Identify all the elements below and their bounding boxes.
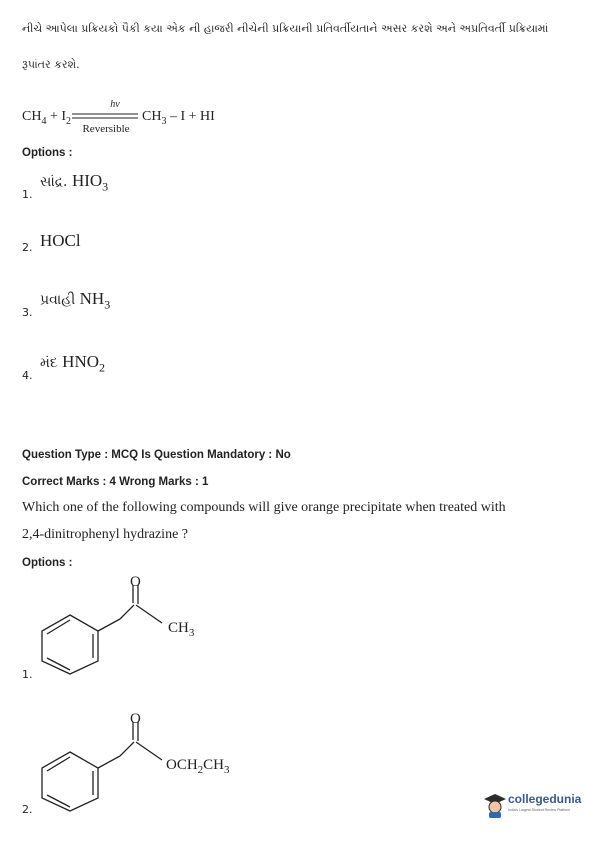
option-3-text[interactable]: પ્રવાહી $NH_3$: [40, 289, 111, 312]
options-label-q1: Options :: [22, 147, 73, 159]
collegedunia-watermark: [484, 790, 590, 824]
marks-label: Correct Marks : 4 Wrong Marks : 1: [22, 476, 209, 488]
arrow-below-label: Reversible: [82, 123, 130, 135]
q2-option-1-number: 1.: [22, 668, 33, 681]
question-2-text-line2: 2,4-dinitrophenyl hydrazine ?: [22, 527, 189, 542]
graduate-logo-icon: [484, 792, 506, 818]
reaction-equation: [22, 109, 71, 127]
option-2-text[interactable]: HOCl: [40, 231, 81, 250]
option-3-number: 3.: [22, 306, 33, 319]
question-1-text-line1: નીચે આપેલા પ્રક્રિયકો પૈકી કયા એક ની હાજરી નીચેની પ્રક્રિયાની પ્રતિવર્તીયતાને અસર કરશે અને અપ્રતિવર્તી પ્રક્રિયામાં: [22, 22, 549, 35]
equilibrium-arrow-icon: [72, 112, 140, 120]
question-2-text-line1: Which one of the following compounds will give orange precipitate when treated with: [22, 500, 506, 515]
reactant-i2: + $I_2$: [46, 109, 72, 127]
option-1-number: 1.: [22, 188, 33, 201]
carbonyl-oxygen-1: O: [130, 574, 141, 590]
q2-option-2-number: 2.: [22, 803, 33, 816]
carbonyl-oxygen-2: O: [130, 711, 141, 727]
question-type-label: Question Type : MCQ Is Question Mandatory : No: [22, 449, 291, 461]
reaction-product: $CH_3$ – I + HI: [142, 109, 215, 127]
options-label-q2: Options :: [22, 557, 73, 569]
option-1-text[interactable]: સાંદ્ર. $HIO_3$: [40, 171, 109, 194]
option-4-number: 4.: [22, 369, 33, 382]
watermark-tagline: India's Largest Student Review Platform: [508, 808, 571, 812]
arrow-above-label: hν: [110, 99, 120, 110]
option-4-text[interactable]: મંદ $HNO_2$: [40, 352, 106, 375]
reactant-ch4: $CH_4$: [22, 109, 47, 127]
group-label-1: $CH_3$: [168, 620, 195, 639]
watermark-brand: collegedunia: [508, 792, 582, 806]
question-1-text-line2: રૂપાંતર કરશે.: [22, 58, 80, 71]
group-label-2: $OCH_2CH_3$: [166, 757, 230, 776]
option-2-number: 2.: [22, 241, 33, 254]
